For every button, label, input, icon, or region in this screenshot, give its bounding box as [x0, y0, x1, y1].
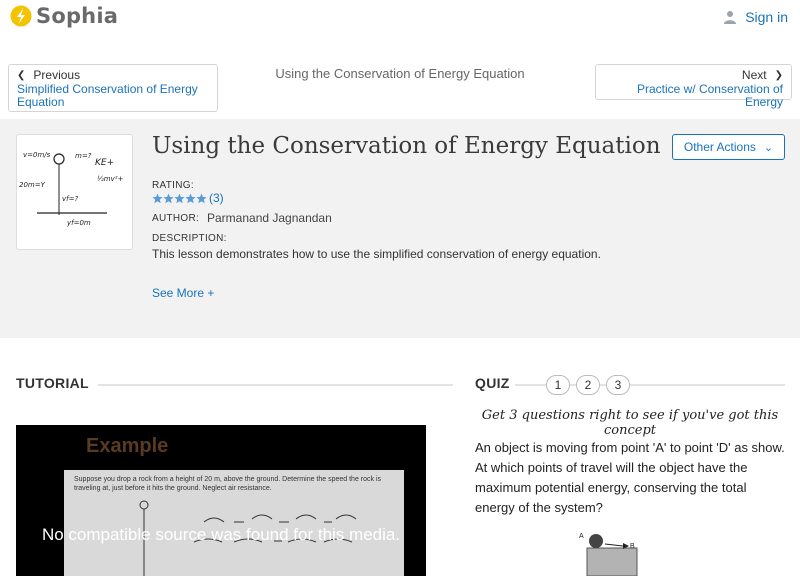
tutorial-heading: TUTORIAL — [16, 375, 89, 391]
next-lesson-title: Practice w/ Conservation of Energy — [636, 82, 783, 109]
chevron-left-icon: ❮ — [17, 69, 26, 81]
star-icon — [163, 193, 174, 204]
previous-lesson-title: Simplified Conservation of Energy Equation — [17, 82, 198, 109]
rating-label: RATING: — [152, 180, 194, 191]
author-name: Parmanand Jagnandan — [207, 211, 332, 225]
star-icon — [196, 193, 207, 204]
author-label: AUTHOR: — [152, 213, 200, 224]
lesson-title: Using the Conservation of Energy Equation — [152, 133, 661, 159]
figure-label-a: A — [579, 533, 584, 540]
brand-name: Sophia — [36, 4, 119, 28]
previous-lesson-button[interactable] — [8, 64, 218, 112]
rating-stars[interactable] — [152, 191, 224, 205]
person-icon — [723, 10, 737, 24]
star-icon — [174, 193, 185, 204]
svg-text:vf=?: vf=? — [62, 195, 79, 203]
video-player[interactable] — [16, 425, 426, 576]
next-lesson-button[interactable] — [595, 64, 792, 109]
chevron-right-icon: ❯ — [774, 69, 783, 81]
quiz-heading: QUIZ — [475, 375, 510, 391]
description-label: DESCRIPTION: — [152, 233, 227, 244]
svg-text:m=?: m=? — [75, 152, 92, 160]
video-problem-text: Suppose you drop a rock from a height of 20 m, above the ground. Determine the speed the rock is traveling at, just before it hits the ground. Neglect air resistance. — [74, 476, 382, 492]
svg-text:v=0m/s: v=0m/s — [23, 151, 51, 159]
svg-text:KE+: KE+ — [95, 158, 115, 168]
star-icon — [152, 193, 163, 204]
quiz-step-3[interactable]: 3 — [606, 375, 630, 395]
video-error-message: No compatible source was found for this media. — [41, 525, 401, 544]
sophia-logo[interactable] — [10, 3, 118, 29]
svg-text:½mv²+: ½mv²+ — [97, 175, 124, 183]
see-more-link[interactable]: See More + — [152, 286, 215, 300]
lesson-info-panel — [0, 119, 800, 338]
quiz-question: An object is moving from point 'A' to point 'D' as show. At which points of travel will the object have the maximum potential energy, conserving the total energy of the system? — [475, 440, 785, 515]
top-bar — [0, 0, 800, 36]
svg-text:yf=0m: yf=0m — [67, 219, 91, 227]
star-icon — [185, 193, 196, 204]
chevron-down-icon: ⌄ — [763, 141, 774, 154]
sign-in-label: Sign in — [745, 9, 788, 25]
other-actions-dropdown[interactable] — [672, 134, 785, 160]
sophia-logo-icon — [10, 3, 32, 29]
sign-in-link[interactable] — [723, 9, 788, 25]
quiz-tagline: Get 3 questions right to see if you've got this concept — [481, 408, 779, 438]
physics-sketch-image — [17, 135, 133, 250]
tutorial-divider — [98, 384, 453, 386]
next-direction — [604, 68, 783, 82]
svg-text:20m=Y: 20m=Y — [19, 181, 45, 189]
quiz-step-1[interactable]: 1 — [546, 375, 570, 395]
quiz-figure — [575, 528, 645, 576]
next-label: Next — [741, 68, 767, 82]
previous-direction — [17, 68, 209, 82]
rating-count: (3) — [209, 191, 224, 205]
previous-label: Previous — [33, 68, 81, 82]
lesson-description: This lesson demonstrates how to use the simplified conservation of energy equation. — [152, 247, 601, 261]
current-lesson-title: Using the Conservation of Energy Equation — [275, 66, 525, 81]
video-example-title: Example — [86, 435, 169, 457]
other-actions-label: Other Actions — [683, 140, 756, 154]
quiz-step-2[interactable]: 2 — [576, 375, 600, 395]
figure-label-b: B — [630, 543, 635, 550]
lesson-thumbnail — [16, 134, 133, 250]
